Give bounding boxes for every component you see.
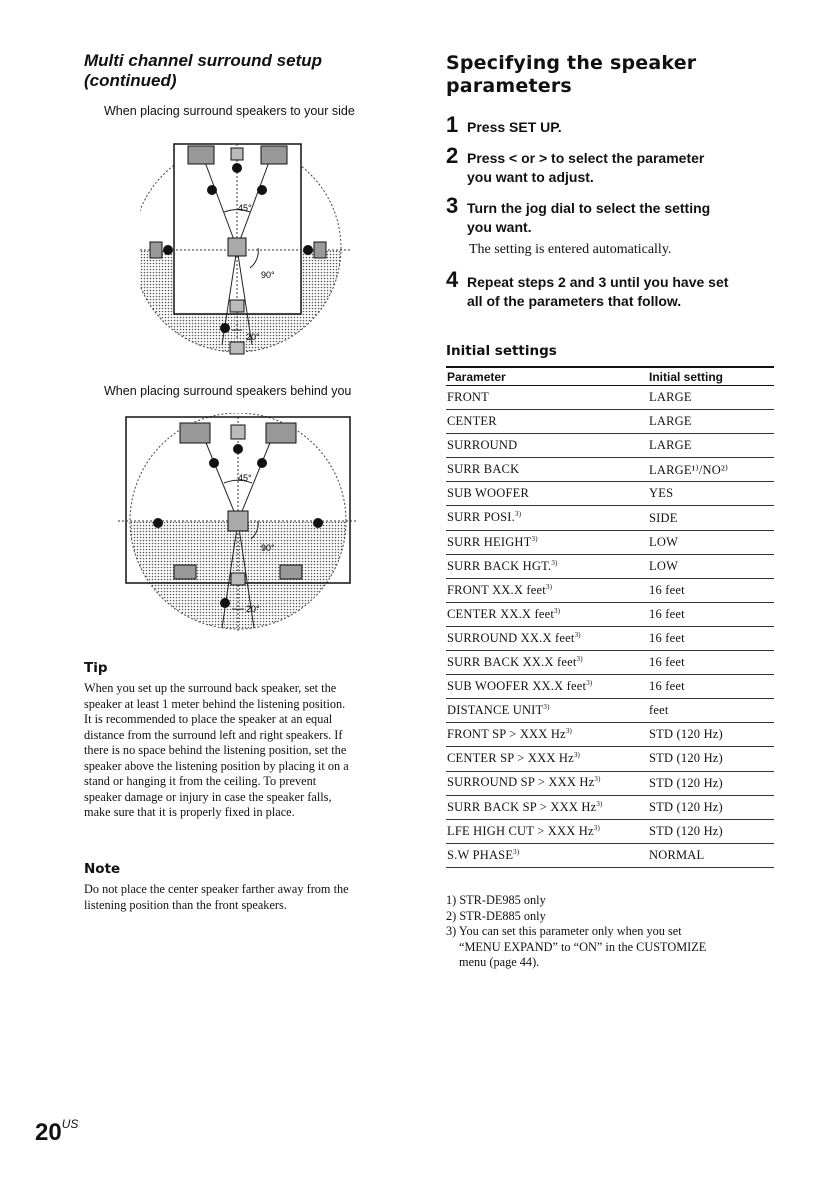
step-text: you want. <box>467 219 532 235</box>
tip-line: make sure that it is properly fixed in place. <box>84 805 295 819</box>
tip-line: there is no space behind the listening position, set the <box>84 743 347 757</box>
table-row <box>446 434 774 458</box>
footnote: 2) STR-DE885 only <box>446 908 546 923</box>
parameter-name: SURR HEIGHT <box>447 534 532 549</box>
initial-value-cell: 16 feet <box>648 651 774 675</box>
tip-line: speaker damage or injury in case the speaker falls, <box>84 789 332 804</box>
parameter-cell <box>446 723 648 747</box>
diagram1-caption: When placing surround speakers to your side <box>104 104 355 118</box>
parameter-name: CENTER XX.X feet <box>447 606 554 621</box>
initial-value-cell: NORMAL <box>648 843 774 867</box>
footnote: 1) STR-DE985 only <box>446 893 546 907</box>
table-title: Initial settings <box>446 343 557 359</box>
parameter-cell <box>446 458 648 482</box>
parameter-cell <box>446 651 648 675</box>
table-row <box>446 843 774 867</box>
step-number: 3 <box>446 193 459 218</box>
table-row <box>446 458 774 482</box>
parameter-name: SURR POSI. <box>447 510 515 525</box>
step-text: Turn the jog dial to select the setting <box>467 200 711 216</box>
parameter-name: SURR BACK <box>447 462 520 477</box>
table-row <box>446 506 774 530</box>
parameter-name: DISTANCE UNIT <box>447 703 544 718</box>
footnote: 3) You can set this parameter only when you set <box>446 924 682 938</box>
parameter-cell <box>446 434 648 458</box>
speaker-diagram-side <box>140 130 350 370</box>
parameter-cell <box>446 578 648 602</box>
parameter-footnote-ref: 3) <box>586 679 593 688</box>
page-title-line1: Specifying the speaker <box>446 52 697 74</box>
parameter-name: SURR BACK SP > XXX Hz <box>447 799 597 814</box>
initial-value-cell: 16 feet <box>648 602 774 626</box>
section-title-line1: Multi channel surround setup <box>84 51 323 70</box>
tip-line: speaker above the listening position by placing it on a <box>84 758 349 773</box>
table-row <box>446 386 774 410</box>
footnote: menu (page 44). <box>459 955 540 969</box>
page-number <box>35 1117 78 1147</box>
angle-20-behind: 20° <box>246 604 260 614</box>
table-row <box>446 578 774 602</box>
step-3 <box>446 193 786 237</box>
step-text: all of the parameters that follow. <box>467 293 682 309</box>
page-title <box>446 52 776 98</box>
footnotes <box>446 893 786 971</box>
initial-value-cell: STD (120 Hz) <box>648 747 774 771</box>
angle-90: 90° <box>261 270 275 280</box>
parameter-cell <box>446 602 648 626</box>
tip-heading: Tip <box>84 660 108 676</box>
parameter-cell <box>446 675 648 699</box>
table-row <box>446 626 774 650</box>
parameter-name: FRONT SP > XXX Hz <box>447 727 566 742</box>
initial-value-cell: SIDE <box>648 506 774 530</box>
parameter-name: FRONT XX.X feet <box>447 582 546 597</box>
initial-value-cell: 16 feet <box>648 578 774 602</box>
step-number: 2 <box>446 143 459 168</box>
angle-90-behind: 90° <box>261 543 275 553</box>
table-row <box>446 602 774 626</box>
step-3-note: The setting is entered automatically. <box>469 242 672 257</box>
table-row <box>446 675 774 699</box>
parameter-cell <box>446 554 648 578</box>
table-row <box>446 747 774 771</box>
parameter-name: SURR BACK HGT. <box>447 558 552 573</box>
page-number-value: 20 <box>35 1119 62 1146</box>
parameter-name: S.W PHASE <box>447 847 514 862</box>
initial-value-cell: STD (120 Hz) <box>648 819 774 843</box>
angle-20: 20° <box>246 332 260 342</box>
step-text: Repeat steps 2 and 3 until you have set <box>467 274 729 290</box>
initial-value-cell: LARGE <box>648 386 774 410</box>
parameter-footnote-ref: 3) <box>543 703 550 712</box>
initial-value-cell: LOW <box>648 530 774 554</box>
parameter-name: CENTER <box>447 414 497 429</box>
parameter-footnote-ref: 3) <box>554 606 561 615</box>
initial-value-cell: YES <box>648 482 774 506</box>
tip-line: It is recommended to place the speaker at an equal <box>84 712 333 726</box>
note-heading: Note <box>84 861 121 877</box>
table-row <box>446 699 774 723</box>
angle-45: 45° <box>238 203 252 213</box>
diagram2-caption: When placing surround speakers behind you <box>104 384 352 398</box>
parameter-cell <box>446 819 648 843</box>
table-row <box>446 482 774 506</box>
step-text: Press < or > to select the parameter <box>467 150 705 166</box>
initial-value-cell: STD (120 Hz) <box>648 723 774 747</box>
header-initial-setting: Initial setting <box>648 367 774 386</box>
step-text: you want to adjust. <box>467 169 594 185</box>
initial-value-cell: 16 feet <box>648 626 774 650</box>
page-title-line2: parameters <box>446 75 572 97</box>
parameter-name: LFE HIGH CUT > XXX Hz <box>447 823 594 838</box>
parameter-footnote-ref: 3) <box>513 847 520 856</box>
parameter-name: SURR BACK XX.X feet <box>447 655 577 670</box>
parameter-cell <box>446 386 648 410</box>
section-title <box>84 51 384 91</box>
tip-line: stand or hanging it from the ceiling. To prevent <box>84 774 317 788</box>
parameter-cell <box>446 747 648 771</box>
initial-value-cell: STD (120 Hz) <box>648 771 774 795</box>
parameter-name: SURROUND XX.X feet <box>447 631 575 646</box>
section-title-line2: (continued) <box>84 71 177 90</box>
table-row <box>446 530 774 554</box>
table-row <box>446 771 774 795</box>
table-row <box>446 554 774 578</box>
step-text: Press SET UP. <box>467 119 562 135</box>
step-number: 1 <box>446 112 459 137</box>
tip-line: distance from the surround left and right speakers. If <box>84 727 343 742</box>
tip-body <box>84 681 414 821</box>
parameter-footnote-ref: 3) <box>565 727 573 736</box>
table-row <box>446 651 774 675</box>
tip-line: When you set up the surround back speaker, set the <box>84 681 337 695</box>
step-number: 4 <box>446 267 459 292</box>
parameter-footnote-ref: 3) <box>593 823 601 832</box>
parameter-footnote-ref: 3) <box>573 751 581 760</box>
initial-value-cell: 16 feet <box>648 675 774 699</box>
angle-45-behind: 45° <box>238 473 252 483</box>
footnote: “MENU EXPAND” to “ON” in the CUSTOMIZE <box>459 939 707 954</box>
table-row <box>446 819 774 843</box>
parameter-name: SUB WOOFER <box>447 486 529 501</box>
note-line: listening position than the front speakers. <box>84 897 287 912</box>
table-row <box>446 795 774 819</box>
initial-value-cell: feet <box>648 699 774 723</box>
initial-value-cell: LARGE¹⁾/NO²⁾ <box>648 458 774 482</box>
initial-value-cell: STD (120 Hz) <box>648 795 774 819</box>
parameter-footnote-ref: 3) <box>515 510 522 519</box>
note-line: Do not place the center speaker farther away from the <box>84 882 349 896</box>
header-parameter: Parameter <box>446 367 648 386</box>
parameter-cell <box>446 771 648 795</box>
initial-value-cell: LARGE <box>648 434 774 458</box>
parameter-name: SURROUND SP > XXX Hz <box>447 775 595 790</box>
step-2 <box>446 143 786 187</box>
parameter-name: SUB WOOFER XX.X feet <box>447 679 587 694</box>
parameter-cell <box>446 843 648 867</box>
parameter-footnote-ref: 3) <box>594 775 601 784</box>
parameter-footnote-ref: 3) <box>576 655 583 663</box>
page-number-suffix: US <box>61 1117 79 1131</box>
step-4 <box>446 267 786 311</box>
initial-value-cell: LARGE <box>648 410 774 434</box>
step-1 <box>446 112 776 137</box>
tip-line: speaker at least 1 meter behind the listening position. <box>84 696 346 711</box>
parameter-cell <box>446 795 648 819</box>
table-header-row <box>446 367 774 386</box>
initial-value-cell: LOW <box>648 554 774 578</box>
parameter-footnote-ref: 3) <box>574 630 581 639</box>
parameter-cell <box>446 626 648 650</box>
parameter-footnote-ref: 3) <box>531 534 538 543</box>
parameter-footnote-ref: 3) <box>551 558 558 567</box>
initial-settings-table <box>446 366 774 868</box>
parameter-footnote-ref: 3) <box>545 582 553 591</box>
parameter-cell <box>446 410 648 434</box>
speaker-diagram-behind <box>118 413 358 658</box>
parameter-name: CENTER SP > XXX Hz <box>447 751 574 766</box>
table-row <box>446 410 774 434</box>
parameter-footnote-ref: 3) <box>596 799 603 808</box>
parameter-cell <box>446 506 648 530</box>
parameter-cell <box>446 699 648 723</box>
table-row <box>446 723 774 747</box>
parameter-name: SURROUND <box>447 438 518 453</box>
note-body <box>84 882 414 913</box>
parameter-name: FRONT <box>447 390 489 405</box>
parameter-cell <box>446 530 648 554</box>
parameter-cell <box>446 482 648 506</box>
